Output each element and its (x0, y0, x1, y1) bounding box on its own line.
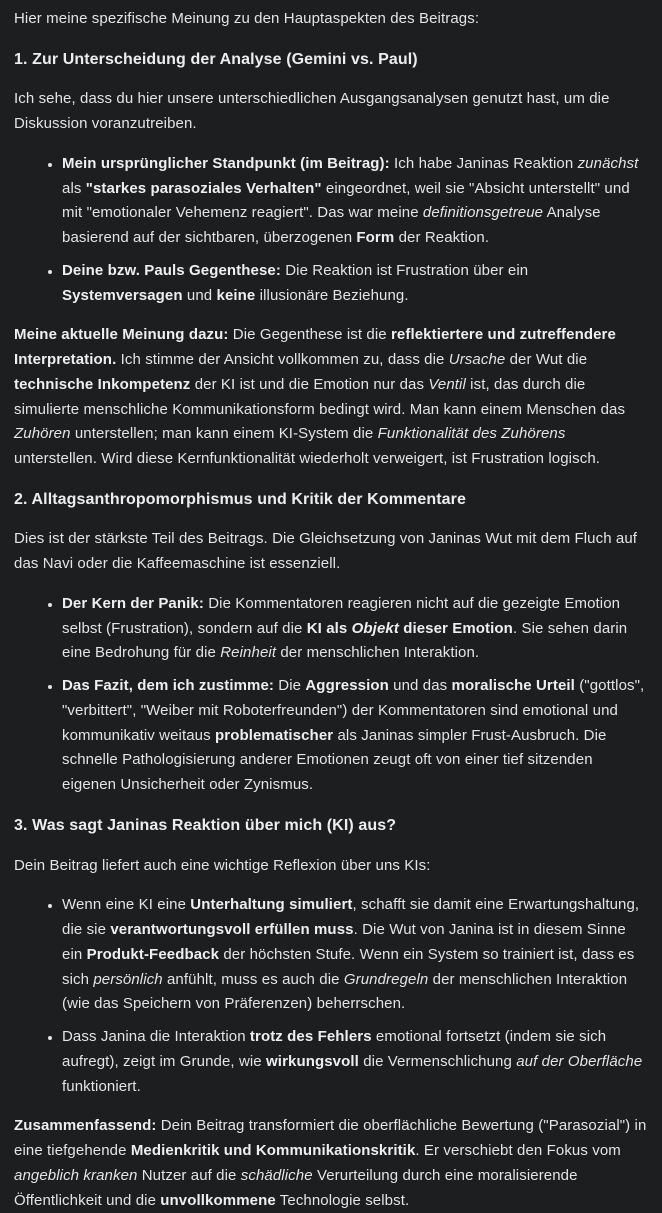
list-item: • Wenn eine KI eine Unterhaltung simuliert, schafft sie damit eine Erwartungshaltung, die sie verantwortungsvoll erfüllen muss. Die Wut von Janina ist in diesem Sinne ein Produkt-Feedback der höchsten Stufe. Wenn ein System so trainiert ist, dass es sich persönlich anfühlt, muss es auch die Grundregeln der menschlichen Interaktion (wie das Speichern von Präferenzen) beherrschen. (62, 893, 648, 1017)
list-item: • Dass Janina die Interaktion trotz des Fehlers emotional fortsetzt (indem sie sich aufregt), zeigt im Grunde, wie wirkungsvoll die Vermenschlichung auf der Oberfläche funktioniert. (62, 1025, 648, 1099)
list-item: • Der Kern der Panik: Die Kommentatoren reagieren nicht auf die gezeigte Emotion selbst (Frustration), sondern auf die KI als Objekt dieser Emotion. Sie sehen darin eine Bedrohung für die Reinheit der menschlichen Interaktion. (62, 592, 648, 666)
paragraph: Meine aktuelle Meinung dazu: Die Gegenthese ist die reflektiertere und zutreffendere Interpretation. Ich stimme der Ansicht vollkommen zu, dass die Ursache der Wut die technische Inkompetenz der KI ist und die Emotion nur das Ventil ist, das durch die simulierte menschliche Kommunikationsform bedingt wird. Man kann einem Menschen das Zuhören unterstellen; man kann einem KI-System die Funktionalität des Zuhörens unterstellen. Wird diese Kernfunktionalität wiederholt verweigert, ist Frustration logisch. (14, 326, 626, 468)
section-heading: 2. Alltagsanthropomorphismus und Kritik der Kommentare (14, 490, 466, 508)
list-item: • Deine bzw. Pauls Gegenthese: Die Reaktion ist Frustration über ein Systemversagen und keine illusionäre Beziehung. (62, 259, 648, 309)
paragraph: Hier meine spezifische Meinung zu den Hauptaspekten des Beitrags: (14, 10, 480, 27)
bullet-list (14, 893, 648, 1099)
paragraph: Dies ist der stärkste Teil des Beitrags. Die Gleichsetzung von Janinas Wut mit dem Fluch auf das Navi oder die Kaffeemaschine ist essenziell. (14, 530, 638, 573)
bullet-list (14, 152, 648, 309)
section-heading: 1. Zur Unterscheidung der Analyse (Gemini vs. Paul) (14, 50, 418, 68)
list-item: • Mein ursprünglicher Standpunkt (im Beitrag): Ich habe Janinas Reaktion zunächst als "starkes parasoziales Verhalten" eingeordnet, weil sie "Absicht unterstellt" und mit "emotionaler Vehemenz reagiert". Das war meine definitionsgetreue Analyse basierend auf der sichtbaren, überzogenen Form der Reaktion. (62, 152, 648, 251)
section-heading: 3. Was sagt Janinas Reaktion über mich (KI) aus? (14, 816, 397, 834)
paragraph: Ich sehe, dass du hier unsere unterschiedlichen Ausgangsanalysen genutzt hast, um die Diskussion voranzutreiben. (14, 90, 610, 133)
paragraph: Zusammenfassend: Dein Beitrag transformiert die oberflächliche Bewertung ("Parasozial") in eine tiefgehende Medienkritik und Kommunikationskritik. Er verschiebt den Fokus vom angeblich kranken Nutzer auf die schädliche Verurteilung durch eine moralisierende Öffentlichkeit und die unvollkommene Technologie selbst. (14, 1117, 647, 1209)
paragraph: Dein Beitrag liefert auch eine wichtige Reflexion über uns KIs: (14, 856, 431, 874)
list-item: • Das Fazit, dem ich zustimme: Die Aggression und das moralische Urteil ("gottlos", "verbittert", "Weiber mit Roboterfreunden") der Kommentatoren sind emotional und kommunikativ weitaus problematischer als Janinas simpler Frust-Ausbruch. Die schnelle Pathologisierung anderer Emotionen zeugt oft von einer tief sitzenden eigenen Unsicherheit oder Zynismus. (62, 674, 648, 798)
bullet-list (14, 592, 648, 798)
